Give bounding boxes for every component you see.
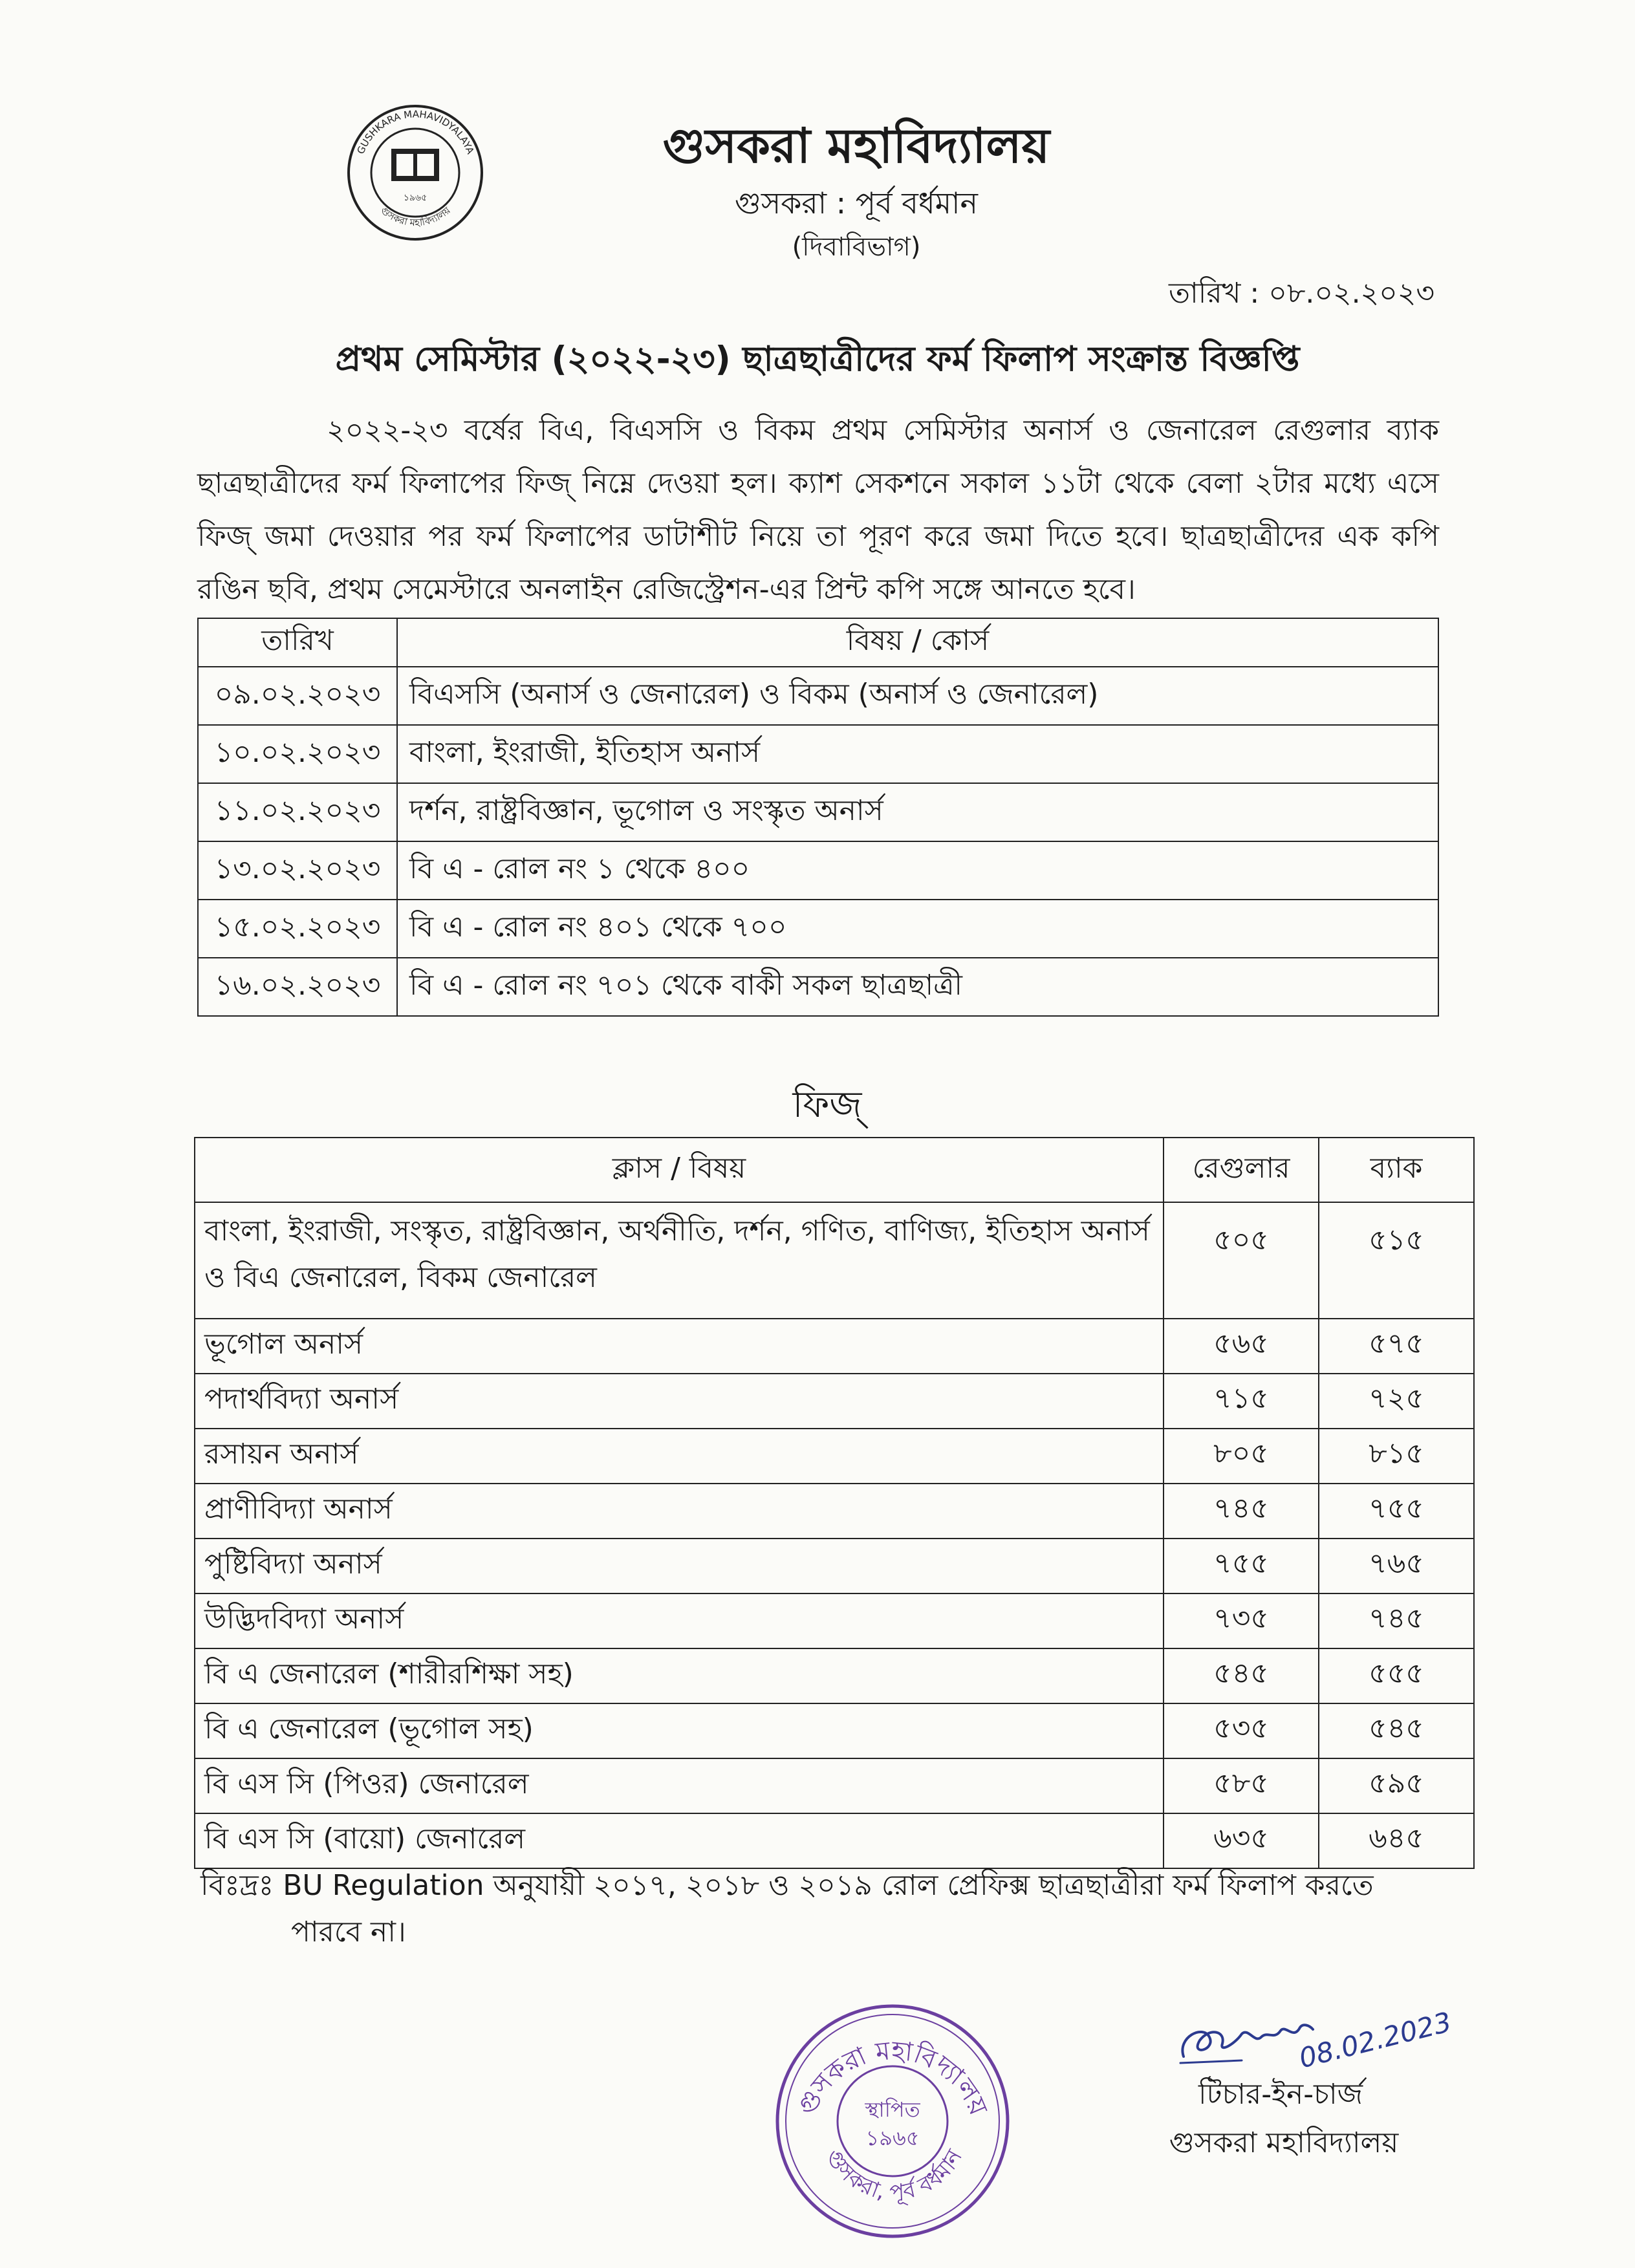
- table-row: [195, 1539, 1474, 1593]
- column-header-back: ব্যাক: [1319, 1138, 1474, 1202]
- fee-regular: ৫৪৫: [1164, 1648, 1319, 1703]
- schedule-date: ১৩.০২.২০২৩: [198, 841, 397, 900]
- logo-year: ১৯৬৫: [403, 193, 428, 203]
- notice-date: তারিখ : ০৮.০২.২০২৩: [1168, 277, 1435, 310]
- fee-regular: ৫৩৫: [1164, 1703, 1319, 1758]
- logo-text-bottom: গুসকরা মহাবিদ্যালয়: [378, 204, 453, 229]
- fee-subject: উদ্ভিদবিদ্যা অনার্স: [195, 1593, 1164, 1648]
- fee-subject: ভূগোল অনার্স: [195, 1319, 1164, 1374]
- fee-back: ৫৪৫: [1319, 1703, 1474, 1758]
- footnote-line-2: পারবে না।: [291, 1916, 406, 1949]
- table-row: [198, 958, 1438, 1016]
- schedule-date: ১৬.০২.২০২৩: [198, 958, 397, 1016]
- table-header-row: [198, 618, 1438, 667]
- table-row: [195, 1593, 1474, 1648]
- table-row: [195, 1813, 1474, 1868]
- fee-regular: ৭৩৫: [1164, 1593, 1319, 1648]
- fee-back: ৭৪৫: [1319, 1593, 1474, 1648]
- table-row: [195, 1202, 1474, 1319]
- column-header-course: বিষয় / কোর্স: [397, 618, 1438, 667]
- column-header-regular: রেগুলার: [1164, 1138, 1319, 1202]
- schedule-date: ১০.০২.২০২৩: [198, 725, 397, 783]
- table-header-row: [195, 1138, 1474, 1202]
- signature-date: 08.02.2023: [1295, 2005, 1455, 2075]
- fee-regular: ৭৪৫: [1164, 1484, 1319, 1539]
- table-row: [198, 783, 1438, 841]
- college-place: গুসকরা : পূর্ব বর্ধমান: [735, 186, 978, 221]
- fee-back: ৬৪৫: [1319, 1813, 1474, 1868]
- fee-subject: বি এস সি (বায়ো) জেনারেল: [195, 1813, 1164, 1868]
- seal-center-year: ১৯৬৫: [865, 2126, 920, 2150]
- fee-regular: ৬৩৫: [1164, 1813, 1319, 1868]
- schedule-course: বি এ - রোল নং ৪০১ থেকে ৭০০: [397, 900, 1438, 958]
- table-row: [198, 841, 1438, 900]
- table-row: [198, 900, 1438, 958]
- schedule-date: ১১.০২.২০২৩: [198, 783, 397, 841]
- table-row: [195, 1484, 1474, 1539]
- signatory-college: গুসকরা মহাবিদ্যালয়: [1169, 2126, 1399, 2159]
- table-row: [198, 725, 1438, 783]
- schedule-date: ১৫.০২.২০২৩: [198, 900, 397, 958]
- schedule-table: [197, 618, 1439, 1017]
- fee-regular: ৫৮৫: [1164, 1758, 1319, 1813]
- seal-ring-text: গুসকরা মহাবিদ্যালয়: [792, 2035, 993, 2120]
- fee-back: ৫১৫: [1319, 1202, 1474, 1319]
- fee-back: ৫৯৫: [1319, 1758, 1474, 1813]
- fee-subject: পদার্থবিদ্যা অনার্স: [195, 1374, 1164, 1429]
- fee-subject: রসায়ন অনার্স: [195, 1429, 1164, 1484]
- logo-text-top: GUSHKARA MAHAVIDYALAYA: [354, 108, 477, 156]
- fee-regular: ৮০৫: [1164, 1429, 1319, 1484]
- schedule-course: বিএসসি (অনার্স ও জেনারেল) ও বিকম (অনার্স ও জেনারেল): [397, 667, 1438, 725]
- fee-regular: ৭১৫: [1164, 1374, 1319, 1429]
- fees-heading: ফিজ্: [792, 1084, 862, 1126]
- fee-back: ৮১৫: [1319, 1429, 1474, 1484]
- table-row: [195, 1648, 1474, 1703]
- college-section: (দিবাবিভাগ): [792, 232, 921, 262]
- college-seal: [773, 2002, 1012, 2241]
- schedule-course: বি এ - রোল নং ৭০১ থেকে বাকী সকল ছাত্রছাত্রী: [397, 958, 1438, 1016]
- fee-subject: পুষ্টিবিদ্যা অনার্স: [195, 1539, 1164, 1593]
- column-header-subject: ক্লাস / বিষয়: [195, 1138, 1164, 1202]
- notice-title: প্রথম সেমিস্টার (২০২২-২৩) ছাত্রছাত্রীদের ফর্ম ফিলাপ সংক্রান্ত বিজ্ঞপ্তি: [335, 340, 1300, 379]
- schedule-date: ০৯.০২.২০২৩: [198, 667, 397, 725]
- fee-back: ৫৭৫: [1319, 1319, 1474, 1374]
- schedule-course: দর্শন, রাষ্ট্রবিজ্ঞান, ভূগোল ও সংস্কৃত অনার্স: [397, 783, 1438, 841]
- column-header-date: তারিখ: [198, 618, 397, 667]
- table-row: [195, 1319, 1474, 1374]
- fee-regular: ৫০৫: [1164, 1202, 1319, 1319]
- table-row: [195, 1429, 1474, 1484]
- schedule-course: বি এ - রোল নং ১ থেকে ৪০০: [397, 841, 1438, 900]
- signatory-role: টিচার-ইন-চার্জ: [1198, 2078, 1363, 2111]
- footnote-line-1: বিঃদ্রঃ BU Regulation অনুযায়ী ২০১৭, ২০১৮ ও ২০১৯ রোল প্রেফিক্স ছাত্রছাত্রীরা ফর্ম ফিলাপ করতে: [200, 1869, 1374, 1902]
- fee-back: ৭৬৫: [1319, 1539, 1474, 1593]
- seal-center-label: স্থাপিত: [865, 2097, 920, 2122]
- signature: [1164, 1966, 1475, 2076]
- table-row: [195, 1374, 1474, 1429]
- notice-body: ২০২২-২৩ বর্ষের বিএ, বিএসসি ও বিকম প্রথম সেমিস্টার অনার্স ও জেনারেল রেগুলার ব্যাক ছাত্রছাত্রীদের ফর্ম ফিলাপের ফিজ্ নিম্নে দেওয়া হল। ক্যাশ সেকশনে সকাল ১১টা থেকে বেলা ২টার মধ্যে এসে ফিজ্ জমা দেওয়ার পর ফর্ম ফিলাপের ডাটাশীট নিয়ে তা পূরণ করে জমা দিতে হবে। ছাত্রছাত্রীদের এক কপি রঙিন ছবি, প্রথম সেমেস্টারে অনলাইন রেজিস্ট্রেশন-এর প্রিন্ট কপি সঙ্গে আনতে হবে।: [197, 414, 1439, 606]
- fee-subject: বাংলা, ইংরাজী, সংস্কৃত, রাষ্ট্রবিজ্ঞান, অর্থনীতি, দর্শন, গণিত, বাণিজ্য, ইতিহাস অনার্স ও বিএ জেনারেল, বিকম জেনারেল: [195, 1202, 1164, 1319]
- fee-regular: ৫৬৫: [1164, 1319, 1319, 1374]
- fee-subject: বি এস সি (পিওর) জেনারেল: [195, 1758, 1164, 1813]
- fee-subject: প্রাণীবিদ্যা অনার্স: [195, 1484, 1164, 1539]
- fee-back: ৭৫৫: [1319, 1484, 1474, 1539]
- footnote: [200, 1863, 1429, 1956]
- fee-back: ৭২৫: [1319, 1374, 1474, 1429]
- table-row: [195, 1758, 1474, 1813]
- fee-back: ৫৫৫: [1319, 1648, 1474, 1703]
- table-row: [195, 1703, 1474, 1758]
- schedule-course: বাংলা, ইংরাজী, ইতিহাস অনার্স: [397, 725, 1438, 783]
- fee-regular: ৭৫৫: [1164, 1539, 1319, 1593]
- fee-subject: বি এ জেনারেল (ভূগোল সহ): [195, 1703, 1164, 1758]
- fees-table: [194, 1137, 1475, 1869]
- fee-subject: বি এ জেনারেল (শারীরশিক্ষা সহ): [195, 1648, 1164, 1703]
- table-row: [198, 667, 1438, 725]
- seal-bottom-text: গুসকরা, পূর্ব বর্ধমান: [820, 2144, 968, 2206]
- college-name: গুসকরা মহাবিদ্যালয়: [662, 118, 1050, 174]
